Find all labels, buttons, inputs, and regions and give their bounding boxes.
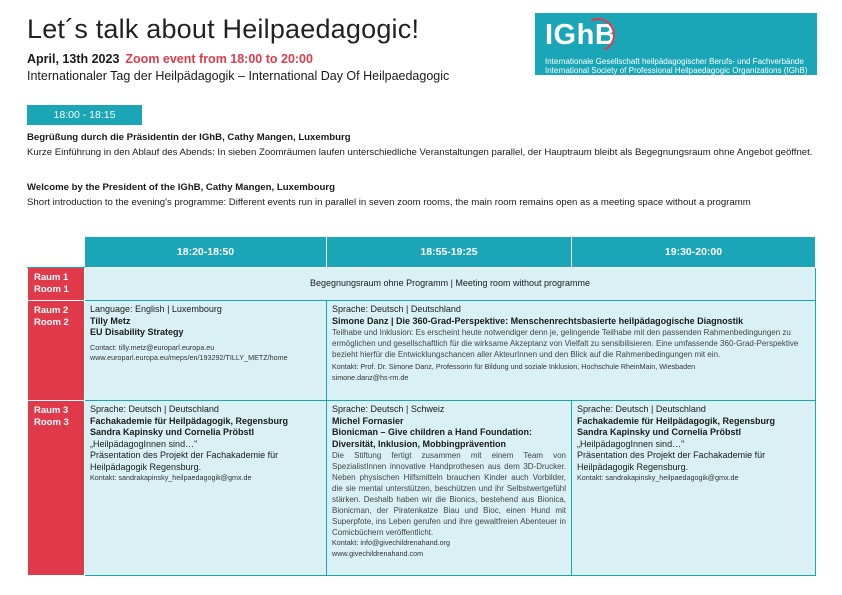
room-3-session-a <box>85 401 327 576</box>
schedule-header-row <box>28 237 816 268</box>
intro-english-text: Short introduction to the evening's programme: Different events run in parallel in seven zoom rooms, the main room remains open as a meeting space without a programm <box>27 196 751 208</box>
room-3-label <box>28 401 85 576</box>
session-language: Sprache: Deutsch | Schweiz <box>332 404 445 414</box>
session-speaker: Tilly Metz <box>90 315 131 326</box>
room-2-row <box>28 301 816 401</box>
session-language: Sprache: Deutsch | Deutschland <box>577 404 706 414</box>
room-2-label <box>28 301 85 401</box>
page-title: Let´s talk about Heilpaedagogic! <box>27 14 420 44</box>
session-contact: Kontakt: Prof. Dr. Simone Danz, Professorin für Bildung und soziale Inklusion, Hochschule RheinMain, Wiesbaden <box>332 362 696 371</box>
session-url[interactable]: www.europarl.europa.eu/meps/en/193292/TILLY_METZ/home <box>90 353 288 362</box>
intro-time-badge: 18:00 - 18:15 <box>27 105 142 125</box>
schedule-table <box>27 236 816 576</box>
session-language: Sprache: Deutsch | Deutschland <box>90 404 219 414</box>
session-org: Fachakademie für Heilpädagogik, Regensburg <box>90 415 289 426</box>
room-3-session-b <box>327 401 572 576</box>
column-header-1: 18:20-18:50 <box>85 237 327 268</box>
event-date: April, 13th 2023 <box>27 52 120 66</box>
session-description: Teilhabe und Inklusion: Es erscheint heute notwendiger denn je, gelingende Teilhabe mit den passenden Rahmenbedingungen zu ermöglichen und gesellschaftlich für die wirksame Akzeptanz von Vielfalt zu sensibilisieren. Eine umfassende 360-Grad-Perspektive bezieht hierfür die Entwicklungschancen aller AkteurInnen und den Blick auf die Rahmenbedingungen mit ein. <box>332 328 799 359</box>
session-title: Bionicman – Give children a Hand Foundation: Diversität, Inklusion, Mobbingprävention <box>332 427 533 449</box>
logo-line-de: Internationale Gesellschaft heilpädagogischer Berufs- und Fachverbände <box>545 57 804 66</box>
session-language: Sprache: Deutsch | Deutschland <box>332 304 461 314</box>
event-subtitle: Internationaler Tag der Heilpädagogik – International Day Of Heilpaedagogic <box>27 69 450 83</box>
session-contact[interactable]: Kontakt: sandrakapinsky_heilpaedagogik@gmx.de <box>577 473 739 482</box>
event-date-line <box>27 52 313 66</box>
session-url[interactable]: www.givechildrenahand.com <box>332 548 424 558</box>
session-description: Präsentation des Projekt der Fachakademie für Heilpädagogik Regensburg. <box>90 450 279 472</box>
room-3-session-c <box>572 401 816 576</box>
intro-german-text: Kurze Einführung in den Ablauf des Abends: In sieben Zoomräumen laufen unterschiedliche Veranstaltungen parallel, der Hauptraum bleibt als Begegnungsraum ohne Angebot geöffnet. <box>27 146 813 158</box>
room-1-label-de: Raum 1 <box>34 272 69 283</box>
room-3-label-de: Raum 3 <box>34 405 69 416</box>
session-contact[interactable]: Kontakt: info@givechildrenahand.org <box>332 538 450 547</box>
session-title: EU Disability Strategy <box>90 327 184 337</box>
ighb-logo <box>535 13 817 75</box>
room-3-label-en: Room 3 <box>34 417 69 428</box>
room-1-content: Begegnungsraum ohne Programm | Meeting room without programme <box>85 268 816 301</box>
session-quote: „HeilpädagogInnen sind…" <box>577 438 685 449</box>
room-2-label-de: Raum 2 <box>34 305 69 316</box>
room-3-row <box>28 401 816 576</box>
column-header-3: 19:30-20:00 <box>572 237 816 268</box>
room-2-session-a <box>85 301 327 401</box>
session-quote: „HeilpädagogInnen sind…" <box>90 438 198 449</box>
logo-line-en: International Society of Professional Heilpaedagogic Organizations (IGhB) <box>545 66 808 75</box>
session-title: Simone Danz | Die 360-Grad-Perspektive: Menschenrechtsbasierte heilpädagogische Diagnostik <box>332 315 744 326</box>
session-speakers: Sandra Kapinsky und Cornelia Pröbstl <box>577 427 742 437</box>
intro-english <box>27 181 817 210</box>
room-2-session-b <box>327 301 816 401</box>
session-speakers: Sandra Kapinsky und Cornelia Pröbstl <box>90 427 255 437</box>
session-description: Die Stiftung fertigt zusammen mit einem Team von SpezialistInnen innovative Handprothesen aus dem 3D-Drucker. Neben physischen Hilfsmitteln brauchen Kinder auch Vorbilder, die sie mental unterstützen, beschützen und ihr Selbstwertgefühl stärken. Deshalb haben wir die Bionics, bestehend aus Bionica, Bionicman, der Piratenkatze Biau und Bioc, einen Hund mit Superpfote, ins Leben gerufen und ihre gewaltfreien Abenteuer in Comicbüchern veröffentlicht. <box>332 451 566 537</box>
session-description: Präsentation des Projekt der Fachakademie für Heilpädagogik Regensburg. <box>577 450 766 472</box>
session-contact: Contact: tilly.metz@europarl.europa.eu <box>90 342 215 352</box>
intro-german-heading: Begrüßung durch die Präsidentin der IGhB, Cathy Mangen, Luxemburg <box>27 132 351 143</box>
session-speaker: Michel Fornasier <box>332 415 404 426</box>
intro-english-heading: Welcome by the President of the IGhB, Cathy Mangen, Luxembourg <box>27 182 335 193</box>
session-contact[interactable]: Kontakt: sandrakapinsky_heilpaedagogik@gmx.de <box>90 473 252 482</box>
session-language: Language: English | Luxembourg <box>90 304 222 314</box>
room-2-label-en: Room 2 <box>34 317 69 328</box>
room-1-row <box>28 268 816 301</box>
intro-german <box>27 131 817 160</box>
schedule-corner <box>28 237 85 268</box>
session-org: Fachakademie für Heilpädagogik, Regensburg <box>577 415 776 426</box>
zoom-event-time: Zoom event from 18:00 to 20:00 <box>125 52 313 66</box>
session-email[interactable]: simone.danz@hs-rm.de <box>332 372 409 382</box>
logo-mark: IGhB <box>545 19 617 51</box>
room-1-label-en: Room 1 <box>34 284 69 295</box>
column-header-2: 18:55-19:25 <box>327 237 572 268</box>
room-1-label <box>28 268 85 301</box>
